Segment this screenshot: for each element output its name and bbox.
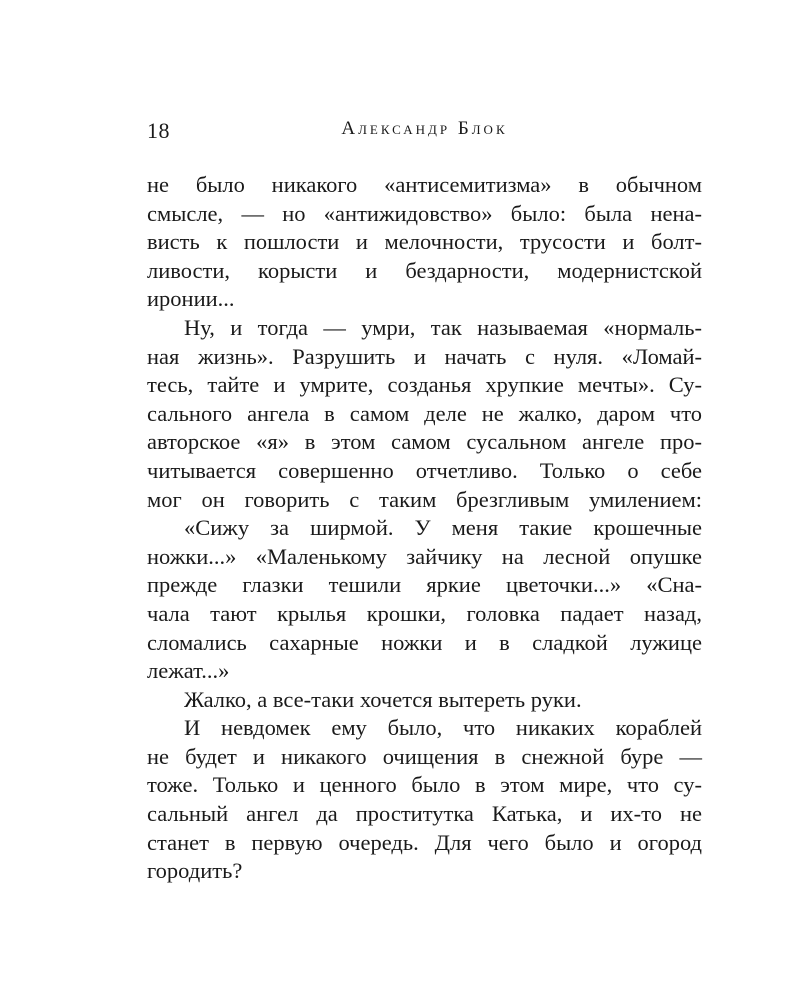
text-line: станет в первую очередь. Для чего было и огород [147, 829, 702, 855]
page-number: 18 [147, 118, 170, 143]
text-line: тесь, тайте и умрите, созданья хрупкие мечты». Су- [147, 372, 702, 398]
body-text [147, 171, 702, 886]
text-line: висть к пошлости и мелочности, трусости и болт- [147, 229, 702, 255]
running-head [147, 118, 702, 148]
text-line: сального ангела в самом деле не жалко, даром что [147, 400, 702, 426]
text-line: «Сижу за ширмой. У меня такие крошечные [184, 515, 702, 541]
running-head-title: Александр Блок [341, 118, 508, 139]
text-line: Ну, и тогда — умри, так называемая «нормаль- [184, 314, 702, 340]
text-line: Жалко, а все-таки хочется вытереть руки. [184, 686, 582, 712]
text-line: сломались сахарные ножки и в сладкой лужице [147, 629, 702, 655]
text-line: ножки...» «Маленькому зайчику на лесной опушке [147, 543, 702, 569]
text-line: ная жизнь». Разрушить и начать с нуля. «Ломай- [147, 343, 702, 369]
text-line: прежде глазки тешили яркие цветочки...» «Сна- [147, 572, 702, 598]
text-line: мог он говорить с таким брезгливым умилением: [147, 486, 702, 512]
text-line: тоже. Только и ценного было в этом мире, что су- [147, 772, 702, 798]
text-line: авторское «я» в этом самом сусальном ангеле про- [147, 429, 702, 455]
text-line: не будет и никакого очищения в снежной буре — [147, 743, 702, 769]
text-line: читывается совершенно отчетливо. Только о себе [147, 457, 702, 483]
text-line: сальный ангел да проститутка Катька, и их-то не [147, 801, 702, 827]
text-line: И невдомек ему было, что никаких кораблей [184, 715, 702, 741]
text-line: иронии... [147, 286, 235, 312]
text-line: лежат...» [147, 658, 230, 684]
text-line: не было никакого «антисемитизма» в обычном [147, 172, 702, 197]
text-line: чала тают крылья крошки, головка падает назад, [147, 600, 702, 626]
text-line: смысле, — но «антижидовство» было: была нена- [147, 200, 702, 226]
text-line: городить? [147, 858, 243, 884]
text-line: ливости, корысти и бездарности, модернистской [147, 257, 702, 283]
